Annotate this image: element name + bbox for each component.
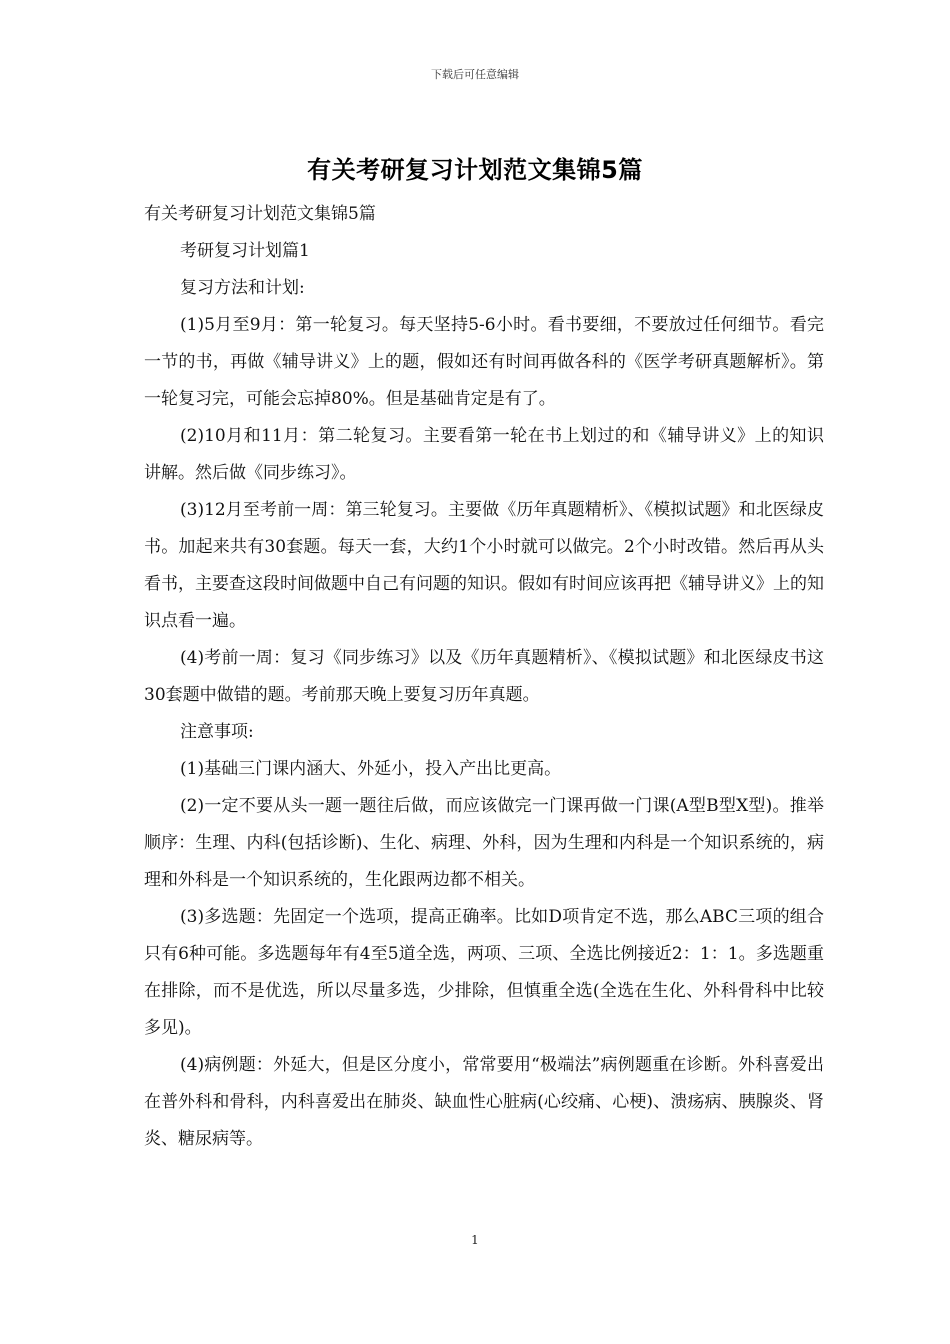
plan-item-2-paragraph: (2)10月和11月：第二轮复习。主要看第一轮在书上划过的和《辅导讲义》上的知识讲解。然后做《同步练习》。 xyxy=(144,426,824,483)
notes-heading-paragraph: 注意事项: xyxy=(180,722,254,742)
header-note: 下载后可任意编辑 xyxy=(431,68,519,81)
plan-item-4-paragraph: (4)考前一周：复习《同步练习》以及《历年真题精析》、《模拟试题》和北医绿皮书这30套题中做错的题。考前那天晚上要复习历年真题。 xyxy=(144,648,824,705)
subtitle-paragraph: 有关考研复习计划范文集锦5篇 xyxy=(144,204,376,224)
note-item-1-paragraph: (1)基础三门课内涵大、外延小，投入产出比更高。 xyxy=(180,759,562,779)
note-item-4-paragraph: (4)病例题：外延大，但是区分度小，常常要用“极端法”病例题重在诊断。外科喜爱出在普外科和骨科，内科喜爱出在肺炎、缺血性心脏病(心绞痛、心梗)、溃疡病、胰腺炎、肾炎、糖尿病等。 xyxy=(144,1055,824,1149)
section-heading-paragraph: 考研复习计划篇1 xyxy=(180,241,310,261)
methods-heading-paragraph: 复习方法和计划: xyxy=(180,278,305,298)
plan-item-1-paragraph: (1)5月至9月：第一轮复习。每天坚持5-6小时。看书要细，不要放过任何细节。看完一节的书，再做《辅导讲义》上的题，假如还有时间再做各科的《医学考研真题解析》。第一轮复习完，可能会忘掉80%。但是基础肯定是有了。 xyxy=(144,315,824,409)
note-item-2-paragraph: (2)一定不要从头一题一题往后做，而应该做完一门课再做一门课(A型B型X型)。推举顺序：生理、内科(包括诊断)、生化、病理、外科，因为生理和内科是一个知识系统的，病理和外科是一个知识系统的，生化跟两边都不相关。 xyxy=(144,796,824,890)
document-title: 有关考研复习计划范文集锦5篇 xyxy=(307,156,643,184)
plan-item-3-paragraph: (3)12月至考前一周：第三轮复习。主要做《历年真题精析》、《模拟试题》和北医绿皮书。加起来共有30套题。每天一套，大约1个小时就可以做完。2个小时改错。然后再从头看书，主要查这段时间做题中自己有问题的知识。假如有时间应该再把《辅导讲义》上的知识点看一遍。 xyxy=(144,500,824,631)
note-item-3-paragraph: (3)多选题：先固定一个选项，提高正确率。比如D项肯定不选，那么ABC三项的组合只有6种可能。多选题每年有4至5道全选，两项、三项、全选比例接近2：1：1。多选题重在排除，而不是优选，所以尽量多选，少排除，但慎重全选(全选在生化、外科骨科中比较多见)。 xyxy=(144,907,824,1038)
document-body xyxy=(144,196,824,1158)
page-number: 1 xyxy=(471,1233,479,1247)
